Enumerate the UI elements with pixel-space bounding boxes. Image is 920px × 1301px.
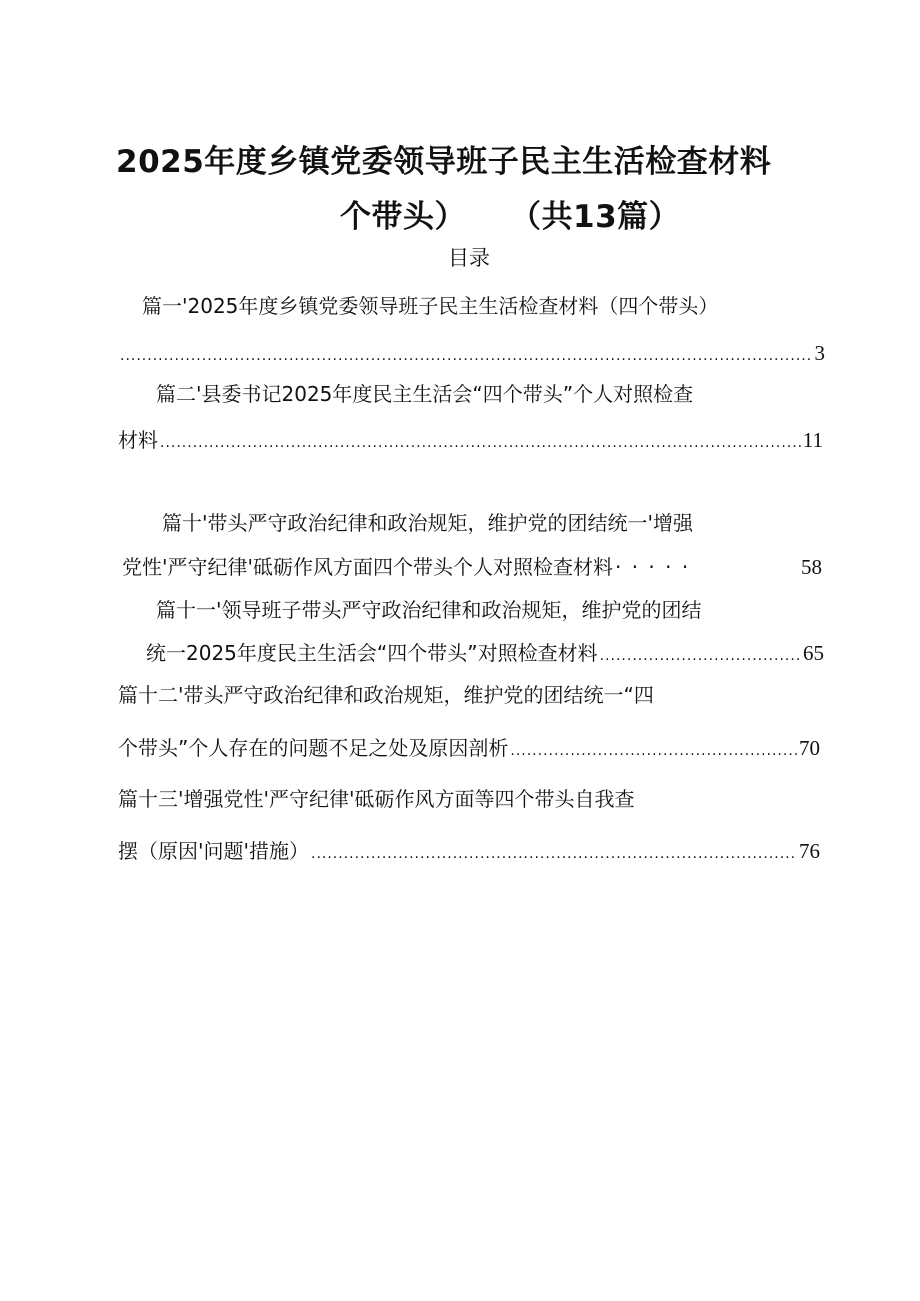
toc-entry2-row[interactable]	[118, 425, 823, 455]
toc-entry12-row[interactable]	[118, 733, 820, 763]
document-title-line2	[340, 191, 680, 236]
toc-entry10-page: 58	[801, 555, 822, 579]
toc-entry1-page: 3	[814, 341, 825, 365]
toc-entry11-line2: 统一2025年度民主生活会“四个带头”对照检查材料	[146, 641, 598, 665]
toc-entry1-line1[interactable]: 篇一'2025年度乡镇党委领导班子民主生活检查材料（四个带头）	[142, 294, 719, 318]
toc-entry2-line2: 材料	[118, 428, 158, 452]
title-line2-part2: （共13篇）	[510, 199, 681, 235]
toc-entry13-page: 76	[799, 839, 820, 863]
dot-leader	[120, 341, 813, 371]
toc-entry10-row[interactable]	[122, 552, 822, 582]
toc-entry10-line1[interactable]: 篇十'带头严守政治纪律和政治规矩，维护党的团结统一'增强	[162, 511, 693, 535]
toc-entry10-line2: 党性'严守纪律'砥砺作风方面四个带头个人对照检查材料	[122, 555, 613, 579]
toc-entry13-line1[interactable]: 篇十三'增强党性'严守纪律'砥砺作风方面等四个带头自我查	[118, 787, 635, 811]
toc-entry11-row[interactable]	[146, 638, 824, 668]
toc-entry13-line2: 摆（原因'问题'措施）	[118, 839, 309, 863]
toc-entry2-page: 11	[802, 428, 823, 452]
dot-leader	[311, 839, 797, 869]
toc-entry12-page: 70	[799, 736, 820, 760]
dot-leader	[510, 736, 797, 766]
toc-entry1-leader-row[interactable]	[118, 338, 825, 368]
document-title-line1: 2025年度乡镇党委领导班子民主生活检查材料	[116, 144, 772, 180]
toc-heading: 目录	[448, 246, 490, 270]
toc-entry11-page: 65	[803, 641, 824, 665]
toc-entry2-line1[interactable]: 篇二'县委书记2025年度民主生活会“四个带头”个人对照检查	[156, 382, 694, 406]
title-line2-part1: 个带头）	[340, 199, 466, 235]
toc-entry11-line1[interactable]: 篇十一'领导班子带头严守政治纪律和政治规矩，维护党的团结	[156, 598, 702, 622]
dot-leader	[615, 552, 690, 585]
toc-entry12-line1[interactable]: 篇十二'带头严守政治纪律和政治规矩，维护党的团结统一“四	[118, 683, 654, 707]
dot-leader	[160, 428, 801, 458]
toc-entry13-row[interactable]	[118, 836, 820, 866]
dot-leader	[600, 641, 801, 671]
toc-entry12-line2: 个带头”个人存在的问题不足之处及原因剖析	[118, 736, 509, 760]
